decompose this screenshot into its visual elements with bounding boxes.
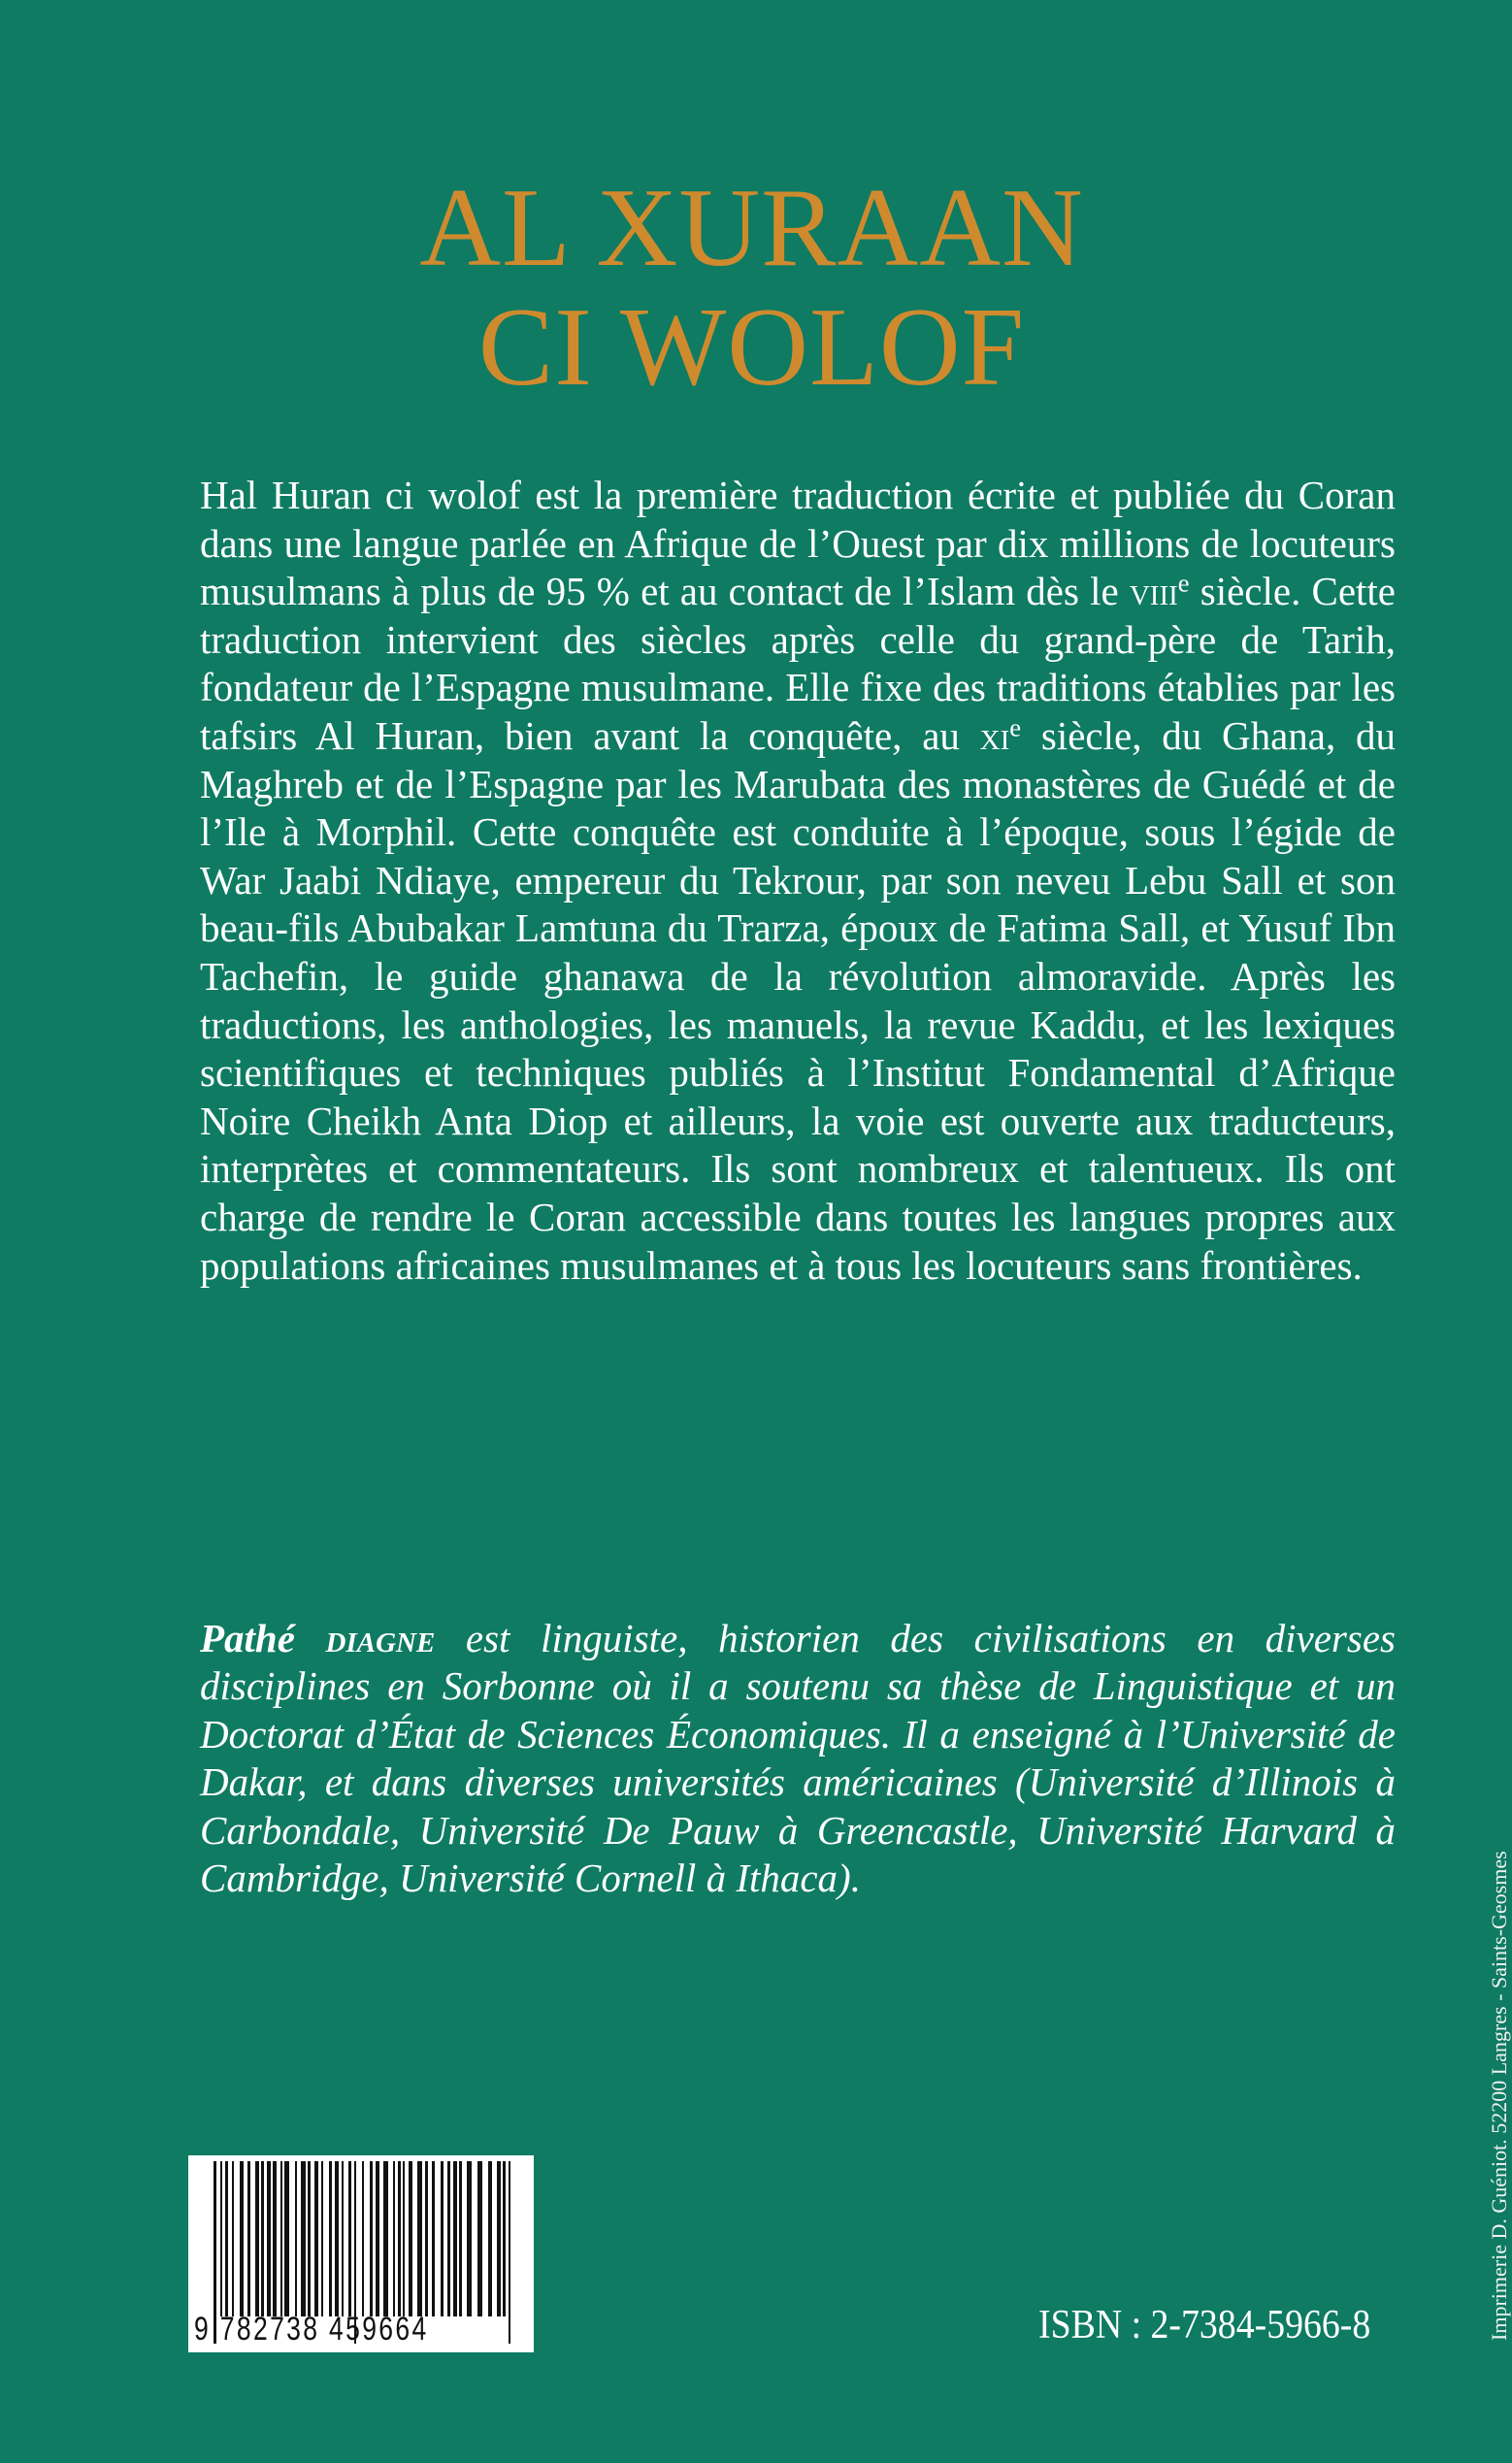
barcode-bar (425, 2161, 428, 2316)
barcode-digits: 9 782738 459664 (194, 2311, 429, 2348)
century-numeral: xi (979, 712, 1010, 758)
barcode (188, 2155, 534, 2352)
barcode-bar (342, 2161, 344, 2316)
barcode-bar (225, 2161, 228, 2316)
barcode-bar (220, 2161, 222, 2316)
barcode-bar (393, 2161, 395, 2316)
barcode-bar (503, 2161, 506, 2316)
century-numeral: viii (1129, 569, 1178, 614)
barcode-bar (255, 2161, 259, 2316)
printer-credit: Imprimerie D. Guéniot. 52200 Langres - Saints-Geosmes (1487, 1851, 1511, 2341)
barcode-bar (488, 2161, 492, 2316)
barcode-bar (284, 2161, 289, 2316)
superscript: e (1009, 712, 1022, 742)
barcode-bar (362, 2161, 364, 2316)
barcode-bars (202, 2161, 522, 2326)
bio-text: est linguiste, historien des civilisations en diverses disciplines en Sorbonne où il a soutenu sa thèse de Linguistique et un Doctorat d’État de Sciences Économiques. Il a enseigné à l’Université de Dakar, et dans diverses universités américaines (Université d’Illinois à Carbondale, Université De Pauw à Greencastle, Université Harvard à Cambridge, Université Cornell à Ithaca). (200, 1616, 1396, 1901)
barcode-bar (409, 2161, 412, 2316)
barcode-bar (273, 2161, 277, 2316)
summary-text: siècle. Cette traduction intervient des siècles après celle du grand-père de Tarih, fondateur de l’Espagne musulmane. Elle fixe des traditions établies par les tafsirs Al Huran, bien avant la conquête, au (200, 569, 1396, 758)
barcode-bar (295, 2161, 297, 2316)
barcode-bar (280, 2161, 282, 2316)
barcode-bar (432, 2161, 435, 2316)
barcode-bar (335, 2161, 339, 2316)
book-title-line2: CI WOLOF (477, 285, 1026, 410)
barcode-bar (321, 2161, 323, 2316)
barcode-bar (497, 2161, 501, 2316)
barcode-bar (370, 2161, 373, 2316)
barcode-bar (329, 2161, 332, 2316)
barcode-bar (247, 2161, 250, 2316)
barcode-bar (509, 2161, 510, 2344)
barcode-bar (314, 2161, 318, 2316)
barcode-bar (267, 2161, 271, 2316)
barcode-bar (477, 2161, 482, 2316)
summary-text: siècle, du Ghana, du Maghreb et de l’Espagne par les Marubata des monastères de Guédé et de l’Ile à Morphil. Cette conquête est conduite à l’époque, sous l’égide de War Jaabi Ndiaye, empereur du Tekrour, par son neveu Lebu Sall et son beau-fils Abubakar Lamtuna du Trarza, époux de Fatima Sall, et Yusuf Ibn Tachefin, le guide ghanawa de la révolution almoravide. Après les traductions, les anthologies, les manuels, la revue Kaddu, et les lexiques scientifiques et techniques publiés à l’Institut Fondamental d’Afrique Noire Cheikh Anta Diop et ailleurs, la voie est ouverte aux traducteurs, interprètes et commentateurs. Ils sont nombreux et talentueux. Ils ont charge de rendre le Coran accessible dans toutes les langues propres aux populations africaines musulmanes et à tous les locuteurs sans frontières. (200, 712, 1397, 1288)
barcode-bar (308, 2161, 311, 2316)
barcode-bar (383, 2161, 388, 2316)
isbn: ISBN : 2-7384-5966-8 (1038, 2303, 1371, 2348)
barcode-bar (459, 2161, 462, 2316)
barcode-bar (376, 2161, 379, 2316)
barcode-bar (453, 2161, 457, 2316)
author-bio (200, 1615, 1396, 1902)
superscript: e (1177, 568, 1190, 598)
summary-text: Hal Huran ci wolof est la première traduction écrite et publiée du Coran dans une langue parlée en Afrique de l’Ouest par dix millions de locuteurs musulmans à plus de 95 % et au contact de l’Islam dès le (200, 473, 1396, 614)
barcode-bar (441, 2161, 444, 2316)
barcode-bar (301, 2161, 306, 2316)
barcode-bar (240, 2161, 244, 2316)
barcode-bar (261, 2161, 264, 2316)
barcode-bar (403, 2161, 405, 2316)
barcode-bar (398, 2161, 401, 2316)
author-first-name: Pathé (200, 1616, 326, 1660)
barcode-bar (232, 2161, 234, 2316)
summary-paragraph (200, 472, 1396, 1290)
book-title-line1: AL XURAAN (419, 166, 1084, 290)
author-last-name: diagne (325, 1616, 436, 1660)
barcode-bar (447, 2161, 450, 2316)
barcode-bar (348, 2161, 351, 2316)
barcode-bar (417, 2161, 422, 2316)
barcode-bar (467, 2161, 472, 2316)
